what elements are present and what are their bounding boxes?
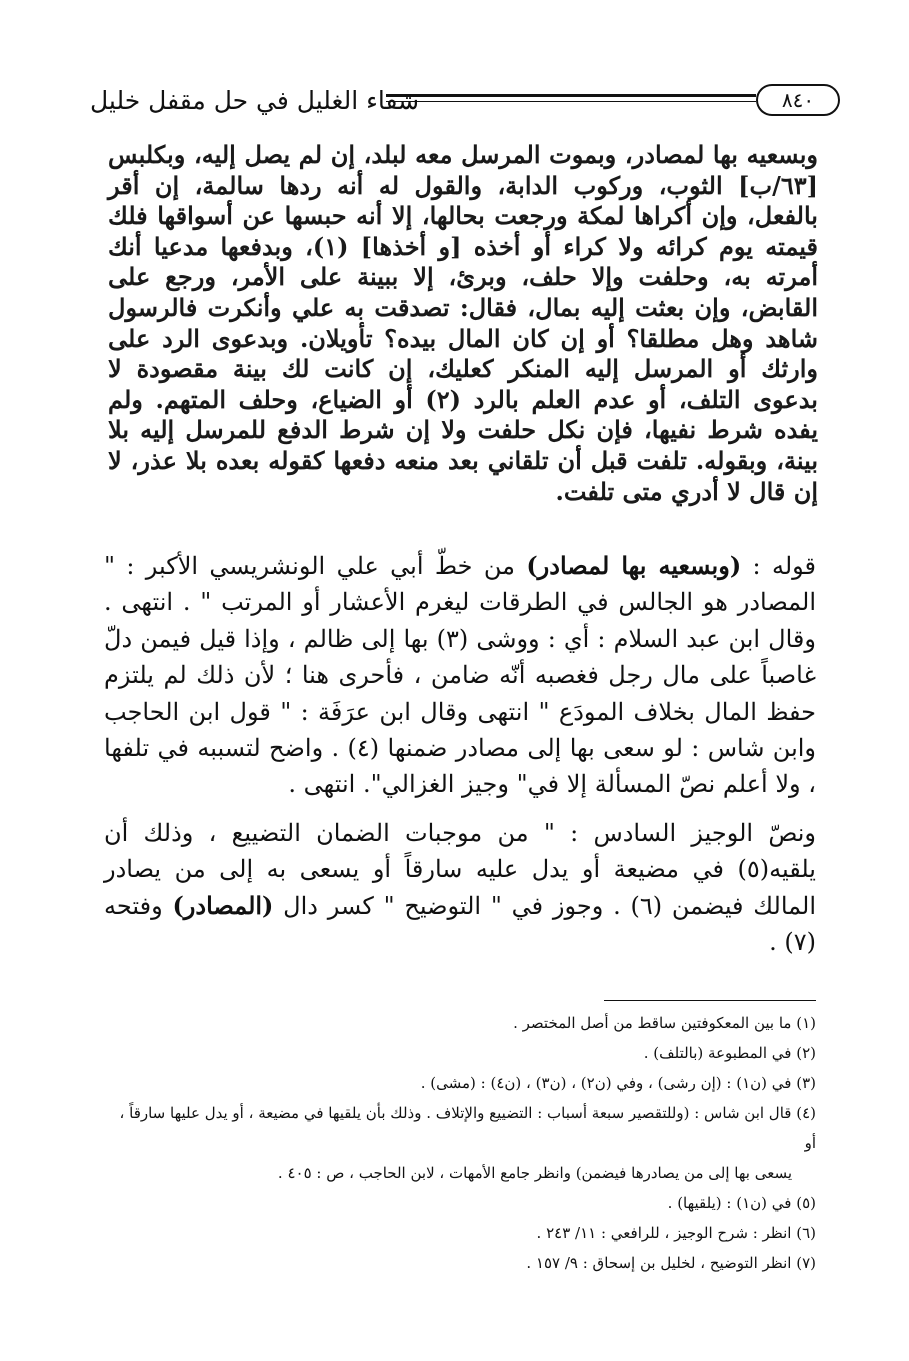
commentary-text: من خطّ أبي علي الونشريسي الأكبر : " المصادر هو الجالس في الطرقات ليغرم الأعشار أو المرتب " . انتهى . وقال ابن عبد السلام : أي : ووشى (٣) بها إلى ظالم ، وإذا قيل فيمن دلّ غاصباً على مال رجل فغصبه أنّه ضامن ، فأحرى هنا ؛ لأن ذلك لم يلتزم حفظ المال بخلاف المودَع " انتهى وقال ابن عرَفَة : " قول ابن الحاجب وابن شاس : لو سعى بها إلى مصادر ضمنها (٤) . واضح لتسببه في تلفها ، ولا أعلم نصّ المسألة إلا في" وجيز الغزالي". انتهى . [104, 552, 817, 799]
footnote-continuation: يسعى بها إلى من يصادرها فيضمن) وانظر جامع الأمهات ، لابن الحاجب ، ص : ٤٠٥ . [277, 1164, 792, 1182]
quoted-term: (المصادر) [172, 890, 274, 920]
matn-text [108, 140, 818, 507]
footnote-separator [604, 1000, 816, 1001]
footnote: (٧) انظر التوضيح ، لخليل بن إسحاق : ٩/ ١٥٧ . [526, 1254, 816, 1272]
footnotes [104, 1008, 816, 1278]
footnote: (٣) في (ن١) : (إن رشى) ، وفي (ن٢) ، (ن٣) ، (ن٤) : (مشى) . [420, 1074, 816, 1092]
commentary-intro: قوله : [741, 552, 817, 580]
page-number: ٨٤٠ [756, 84, 840, 116]
footnote: (١) ما بين المعكوفتين ساقط من أصل المختصر . [513, 1014, 816, 1032]
quoted-matn: (وبسعيه بها لمصادر) [526, 551, 742, 580]
matn-paragraph: وبسعيه بها لمصادر، وبموت المرسل معه لبلد، إن لم يصل إليه، وبكلبس [٦٣/ب] الثوب، وركوب الدابة، والقول له أنه ردها سالمة، إن أقر بالفعل، وإن أكراها لمكة ورجعت بحالها، إلا أنه حبسها عن أسواقها فلك قيمته يوم كرائه ولا كراء أو أخذه [و أخذها] (١)، وبدفعها مدعيا أنك أمرته به، وحلفت وإلا حلف، وبرئ، إلا ببينة على الأمر، ورجع على القابض، وإن بعثت إليه بمال، فقال: تصدقت به علي وأنكرت فالرسول شاهد وهل مطلقا؟ أو إن كان المال بيده؟ تأويلان. وبدعوى الرد على وارثك أو المرسل إليه المنكر كعليك، إن كانت لك بينة مقصودة لا بدعوى التلف، أو عدم العلم بالرد (٢) أو الضياع، وحلف المتهم. ولم يفده شرط نفيها، فإن نكل حلفت ولا إن شرط الدفع للمرسل إليه بلا بينة، وبقوله. تلفت قبل أن تلقاني بعد منعه دفعها كقوله بعده بلا عذر، لا إن قال لا أدري متى تلفت. [108, 140, 819, 506]
book-title: شفاء الغليل في حل مقفل خليل [90, 86, 420, 115]
footnote-line: (٤) قال ابن شاس : (وللتقصير سبعة أسباب : التضييع والإتلاف . وذلك بأن يلقيها في مضيعة ، أو يدل عليها سارقاً ، أو [119, 1104, 816, 1152]
commentary-paragraph [104, 815, 816, 961]
header-rule [386, 94, 756, 102]
footnote [104, 1098, 816, 1188]
commentary-text: وفتحه (٧) . [104, 891, 816, 957]
commentary [104, 548, 816, 960]
footnote: (٢) في المطبوعة (بالتلف) . [643, 1044, 816, 1062]
commentary-text: ونصّ الوجيز السادس : " من موجبات الضمان التضييع ، وذلك أن يلقيه(٥) في مضيعة أو يدل عليه سارقاً أو يسعى به إلى من يصادر المالك فيضمن (٦) . وجوز في " التوضيح " كسر دال [104, 818, 817, 920]
running-header [90, 84, 840, 120]
footnote: (٥) في (ن١) : (يلقيها) . [667, 1194, 816, 1212]
footnote: (٦) انظر : شرح الوجيز ، للرافعي : ١١/ ٢٤٣ . [536, 1224, 816, 1242]
commentary-paragraph [104, 548, 816, 803]
